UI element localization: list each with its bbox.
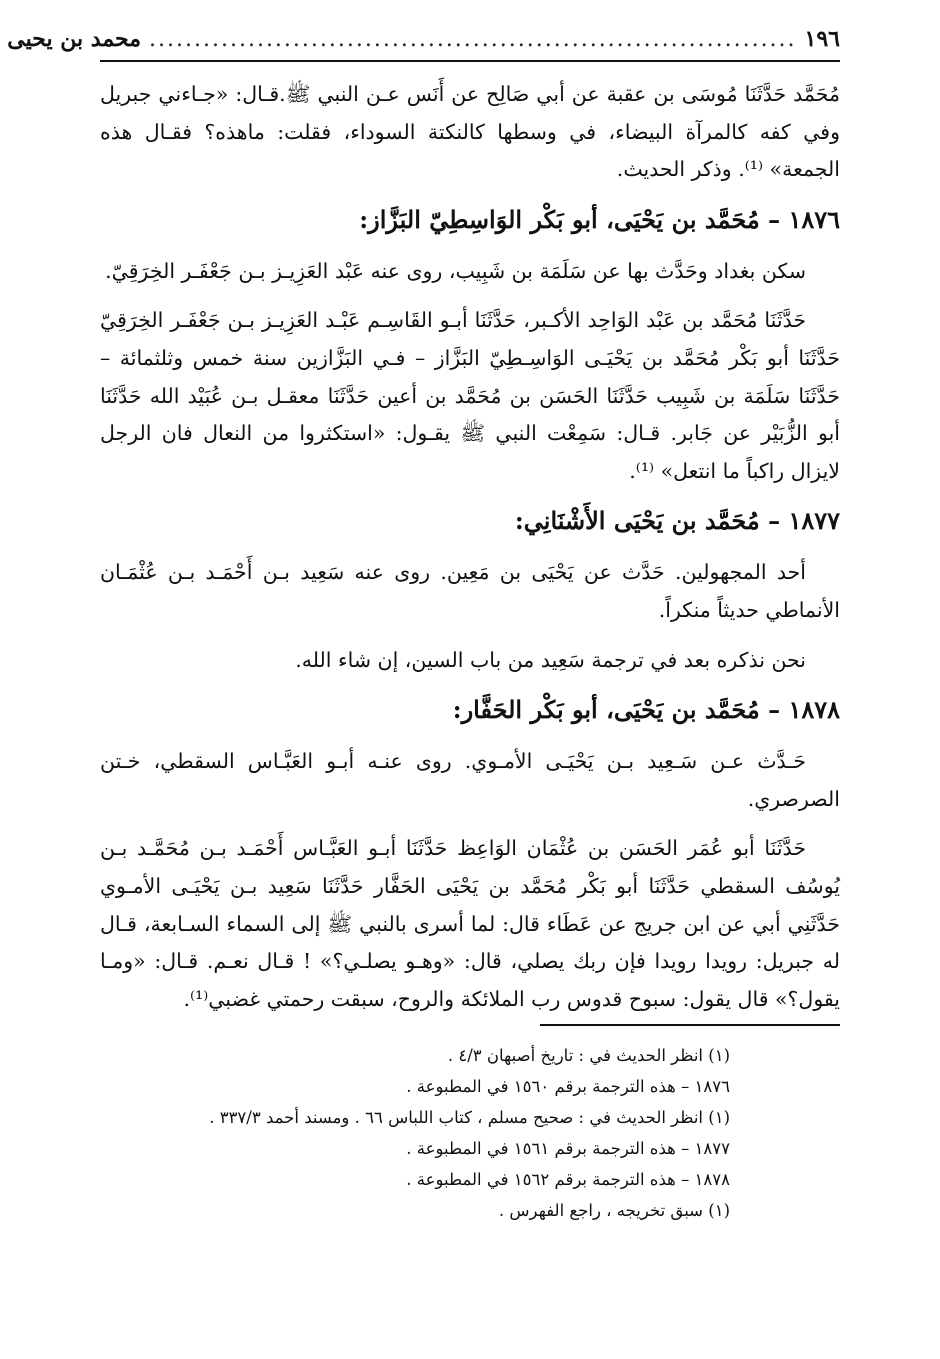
entry-1877-paragraph-1: أحد المجهولين. حَدَّث عن يَحْيَى بن مَعِين. روى عنه سَعِيد بـن أَحْمَـد بـن عُثْمَـان الأنماطي حديثاً منكراً. xyxy=(100,560,840,622)
footnote: (١) انظر الحديث في : صحيح مسلم ، كتاب اللباس ٦٦ . ومسند أحمد ٣٣٧/٣ . xyxy=(209,1108,730,1128)
entry-1877-paragraph-2: نحن نذكره بعد في ترجمة سَعِيد من باب السين، إن شاء الله. xyxy=(295,647,806,672)
footnote: (١) انظر الحديث في : تاريخ أصبهان ٤/٣ . xyxy=(447,1046,730,1066)
footnote: ١٨٧٧ – هذه الترجمة برقم ١٥٦١ في المطبوعة . xyxy=(406,1139,730,1159)
header-dot-leader: ........................................................................ xyxy=(149,27,797,52)
entry-1878-title: ١٨٧٨ – مُحَمَّد بن يَحْيَى، أبو بَكْر الحَفَّار: xyxy=(452,695,840,725)
footnote: ١٨٧٨ – هذه الترجمة برقم ١٥٦٢ في المطبوعة . xyxy=(406,1170,730,1190)
page-number: ١٩٦ xyxy=(804,26,840,52)
entry-1876-title: ١٨٧٦ – مُحَمَّد بن يَحْيَى، أبو بَكْر الوَاسِطِيّ البَزَّاز: xyxy=(359,204,840,234)
footnotes xyxy=(100,1040,840,1226)
entry-1876-paragraph-1: سكن بغداد وحَدَّث بها عن سَلَمَة بن شَبِيب، روى عنه عَبْد العَزِيـز بـن جَعْفَـر الخِرَقِيّ. xyxy=(105,258,806,283)
footnote: (١) سبق تخريجه ، راجع الفهرس . xyxy=(498,1201,730,1221)
main-text xyxy=(100,76,840,1018)
entry-1878-paragraph-2: حَدَّثَنَا أبو عُمَر الحَسَن بن عُثْمَان الوَاعِظ حَدَّثَنَا أبـو العَبَّـاس أَحْمَـد بـن مُحَمَّـد بـن يُوسُف السقطي حَدَّثَنَا أبو بَكْر مُحَمَّد بن يَحْيَى الحَفَّار حَدَّثَنَا سَعِيد بـن يَحْيَـى الأمـوي حَدَّثَنِي أبي عن ابن جريج عن عَطَاء قال: لما أسرى بالنبي ﷺ إلى السماء السـابعة، قـال له جبريل: رويدا رويدا فإن ربك يصلي، قال: «وهـو يصلـي؟» ! قـال نعـم. قـال: «ومـا يقول؟» قال يقول: سبوح قدوس رب الملائكة والروح، سبقت رحمتي غضبي⁽¹⁾. xyxy=(100,836,840,1011)
running-title: محمد بن يحيى xyxy=(7,26,142,52)
entry-1878-paragraph-1: حَـدَّث عـن سَـعِيد بـن يَحْيَـى الأمـوي. روى عنـه أبـو العَبَّـاس السقطي، خـتن الصرصري. xyxy=(100,749,840,811)
footnote-separator xyxy=(540,1024,840,1026)
entry-1876-paragraph-2: حَدَّثَنَا مُحَمَّد بن عَبْد الوَاحِد الأكـبر، حَدَّثَنَا أبـو القَاسِـم عَبْـد العَزِيـز بـن جَعْفَـر الخِرَقِيّ حَدَّثَنَا أبو بَكْر مُحَمَّد بن يَحْيَـى الوَاسِـطِيّ البَزَّاز – فـي البَزَّازين سنة خمس وثلثمائة – حَدَّثَنَا سَلَمَة بن شَبِيب حَدَّثَنَا الحَسَن بن مُحَمَّد بن أعين حَدَّثَنَا معقـل بـن عُبَيْد الله حَدَّثَنَا أبو الزُّبَيْر عن جَابر. قـال: سَمِعْت النبي ﷺ يقـول: «استكثروا من النعال فان الرجل لايزال راكباً ما انتعل» ⁽¹⁾. xyxy=(100,308,840,483)
footnote: ١٨٧٦ – هذه الترجمة برقم ١٥٦٠ في المطبوعة . xyxy=(406,1077,730,1097)
entry-1877-title: ١٨٧٧ – مُحَمَّد بن يَحْيَى الأَشْنَانِي: xyxy=(514,506,840,536)
intro-paragraph: مُحَمَّد حَدَّثَنَا مُوسَى بن عقبة عن أبي صَالِح عن أَنَس عـن النبي ﷺ.قـال: «جـاءني جبريل وفي كفه كالمرآة البيضاء، في وسطها كالنكتة السوداء، فقلت: ماهذه؟ فقـال هذه الجمعة» ⁽¹⁾. وذكر الحديث. xyxy=(100,82,840,182)
page-header xyxy=(7,26,840,62)
